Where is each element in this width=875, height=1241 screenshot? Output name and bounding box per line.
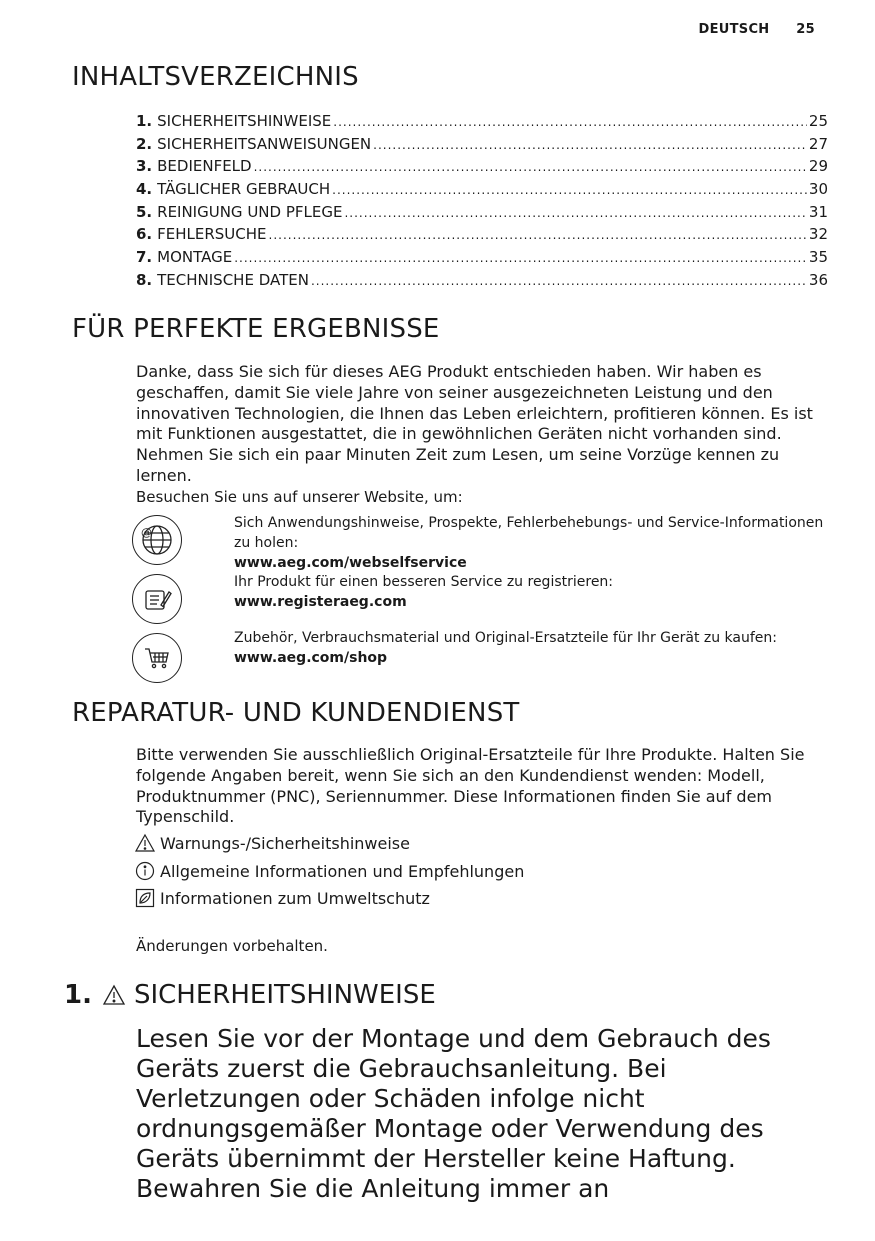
toc-item-page: 30 [808,180,828,199]
legend-warning [134,832,410,854]
visit-text: Besuchen Sie uns auf unserer Website, um: [136,488,463,506]
section-title-repair: REPARATUR- UND KUNDENDIENST [72,698,520,728]
toc-item-number: 2. [136,134,153,153]
service-link-shop[interactable]: www.aeg.com/shop [234,650,388,666]
toc-leader-dots [333,111,807,134]
toc-leader-dots [311,270,807,293]
info-icon [134,860,156,882]
legend-environment [134,887,430,909]
register-icon [132,574,182,624]
table-of-contents [136,110,828,292]
toc-item-page: 29 [808,157,828,176]
toc-item[interactable] [136,269,828,292]
toc-item-page: 32 [808,225,828,244]
legend-label: Informationen zum Umweltschutz [160,888,430,908]
leaf-icon [134,887,156,909]
toc-leader-dots [254,156,807,179]
toc-item[interactable] [136,133,828,156]
page-number: 25 [796,22,815,37]
section-number: 1. [64,980,92,1010]
section-title-perfect-results: FÜR PERFEKTE ERGEBNISSE [72,314,440,344]
page-header [698,22,815,37]
toc-leader-dots [269,224,807,247]
toc-leader-dots [332,179,807,202]
globe-icon [132,515,182,565]
toc-item[interactable] [136,201,828,224]
toc-item[interactable] [136,246,828,269]
toc-item-label: BEDIENFELD [157,157,252,176]
service-register [132,572,832,628]
toc-item-number: 6. [136,225,153,244]
toc-item-number: 3. [136,157,153,176]
toc-item-number: 8. [136,270,153,289]
toc-item-number: 4. [136,180,153,199]
toc-item-page: 35 [808,248,828,267]
toc-title: INHALTSVERZEICHNIS [72,62,359,92]
toc-item[interactable] [136,110,828,133]
svg-text:@: @ [141,526,152,539]
toc-item-page: 27 [808,134,828,153]
toc-item[interactable] [136,155,828,178]
service-webselfservice [132,513,832,569]
legend-label: Warnungs-/Sicherheitshinweise [160,833,410,853]
section-1-heading [64,980,436,1010]
repair-paragraph: Bitte verwenden Sie ausschließlich Original-Ersatzteile für Ihre Produkte. Halten Sie folgende Angaben bereit, wenn Sie sich an den Kundendienst wenden: Modell, Produktnummer (PNC), Seriennummer. Diese Informationen finden Sie auf dem Typenschild. [136,745,805,827]
toc-item[interactable] [136,178,828,201]
safety-intro-paragraph: Lesen Sie vor der Montage und dem Gebrauch des Geräts zuerst die Gebrauchsanleitung. Bei Verletzungen oder Schäden infolge nicht ordnungsgemäßer Montage oder Verwendung des Geräts übernimmt der Hersteller keine Haftung. Bewahren Sie die Anleitung immer an [136,1024,771,1203]
toc-item-number: 1. [136,112,153,130]
legend-info [134,860,524,882]
toc-item-label: REINIGUNG UND PFLEGE [157,202,343,221]
toc-leader-dots [234,247,807,270]
toc-item-page: 31 [808,202,828,221]
section-title: SICHERHEITSHINWEISE [133,980,436,1010]
toc-item-label: TÄGLICHER GEBRAUCH [157,180,331,199]
legend-label: Allgemeine Informationen und Empfehlungen [160,861,525,881]
toc-leader-dots [344,202,806,225]
warning-icon [102,984,126,1006]
toc-item[interactable] [136,223,828,246]
toc-item-number: 5. [136,202,153,221]
toc-item-label: MONTAGE [157,248,233,267]
toc-item-label: SICHERHEITSHINWEISE [157,112,332,130]
toc-item-page: 36 [808,270,828,289]
service-description: Zubehör, Verbrauchsmaterial und Original-Ersatzteile für Ihr Gerät zu kaufen: [234,630,778,646]
service-link-register[interactable]: www.registeraeg.com [234,594,407,610]
header-language: DEUTSCH [698,22,770,37]
cart-icon [132,633,182,683]
service-description: Sich Anwendungshinweise, Prospekte, Fehlerbehebungs- und Service-Informationen zu holen: [234,515,824,551]
service-shop [132,628,832,684]
toc-item-number: 7. [136,248,153,267]
changes-note: Änderungen vorbehalten. [136,937,328,955]
toc-item-label: FEHLERSUCHE [157,225,267,244]
service-description: Ihr Produkt für einen besseren Service zu registrieren: [234,574,614,590]
toc-item-page: 25 [808,112,828,130]
toc-item-label: SICHERHEITSANWEISUNGEN [157,134,372,153]
intro-paragraph: Danke, dass Sie sich für dieses AEG Produkt entschieden haben. Wir haben es geschaffen, damit Sie viele Jahre von seiner ausgezeichneten Leistung und den innovativen Technologien, die Ihnen das Leben erleichtern, profitieren können. Es ist mit Funktionen ausgestattet, die in gewöhnlichen Geräten nicht vorhanden sind. Nehmen Sie sich ein paar Minuten Zeit zum Lesen, um seine Vorzüge kennen zu lernen. [136,362,813,485]
toc-item-label: TECHNISCHE DATEN [157,270,309,289]
service-link-webselfservice[interactable]: www.aeg.com/webselfservice [234,555,467,571]
toc-leader-dots [373,134,807,157]
warning-icon [134,832,156,854]
